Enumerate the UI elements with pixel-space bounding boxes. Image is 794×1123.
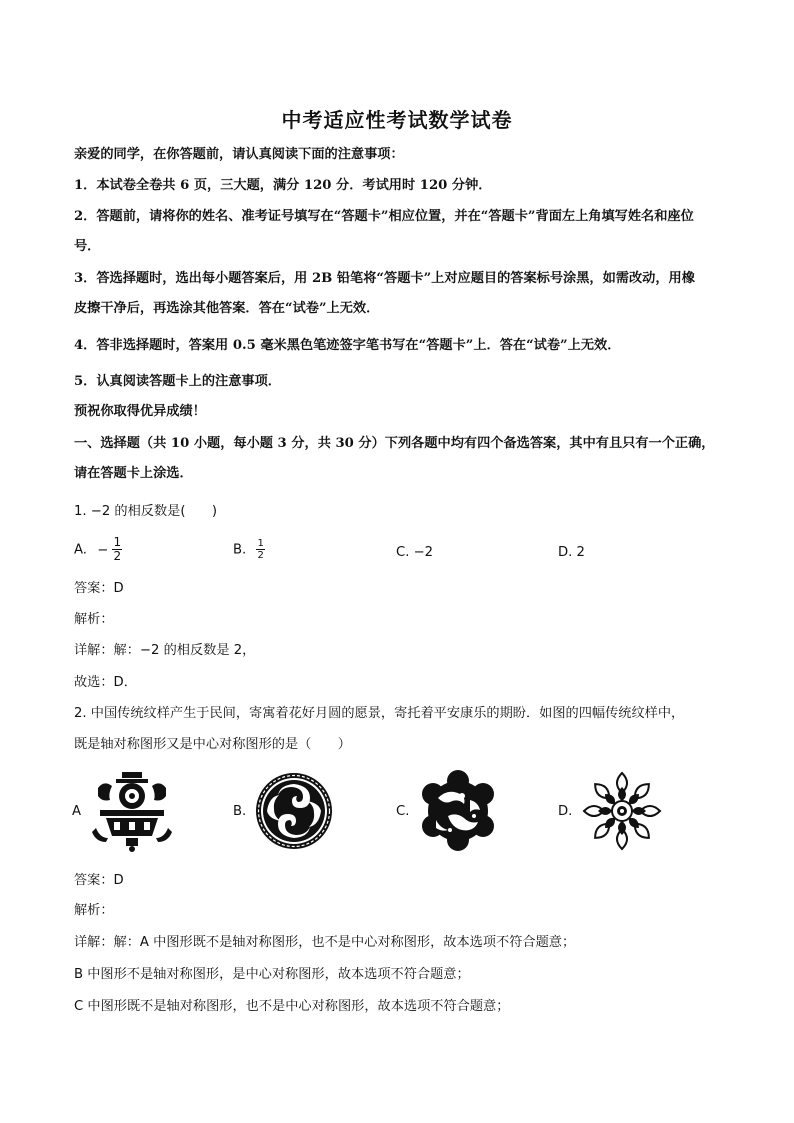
notice-wish: 预祝你取得优异成绩！ xyxy=(74,404,206,419)
q1-conclusion: 故选：D． xyxy=(74,675,137,690)
q1-option-a-label: A. xyxy=(74,542,87,558)
q1-stem: 1. −2 的相反数是( ) xyxy=(74,504,218,519)
notice-item-2a: 2．答题前，请将你的姓名、准考证号填写在“答题卡”相应位置，并在“答题卡”背面左上角填写姓名和座位 xyxy=(74,209,694,224)
q1-option-a-fraction xyxy=(112,536,122,563)
q1-option-b xyxy=(233,538,265,561)
q2-figure-b-pattern xyxy=(254,770,334,852)
q2-figure-c-label: C. xyxy=(396,804,410,819)
q1-option-c: C. −2 xyxy=(396,545,434,560)
notice-item-3b: 皮擦干净后，再选涂其他答案．答在“试卷”上无效． xyxy=(74,301,380,316)
section-1-heading-cont: 请在答题卡上涂选． xyxy=(74,466,193,481)
q2-figure-a-pattern xyxy=(92,770,172,852)
q2-figure-a-label: A xyxy=(72,804,82,819)
notice-item-3a: 3．答选择题时，选出每小题答案后，用 2B 铅笔将“答题卡”上对应题目的答案标号涂黑，如需改动，用橡 xyxy=(74,271,695,286)
q1-option-d: D. 2 xyxy=(558,545,585,560)
q2-analysis: 解析： xyxy=(74,903,114,918)
q1-option-b-denominator: 2 xyxy=(257,550,264,561)
q2-figure-c-pattern xyxy=(418,770,498,852)
q2-detail-1: 详解：解：A 中图形既不是轴对称图形，也不是中心对称图形，故本选项不符合题意； xyxy=(74,935,576,950)
notice-item-1: 1．本试卷全卷共 6 页，三大题，满分 120 分．考试用时 120 分钟． xyxy=(74,178,492,193)
q2-detail-3: C 中图形既不是轴对称图形，也不是中心对称图形，故本选项不符合题意； xyxy=(74,999,510,1014)
q2-figure-b-label: B. xyxy=(233,804,247,819)
notice-greeting: 亲爱的同学，在你答题前，请认真阅读下面的注意事项： xyxy=(74,147,404,162)
q1-detail: 详解：解：−2 的相反数是 2， xyxy=(74,643,256,658)
q1-option-b-fraction xyxy=(256,538,264,561)
q2-figure-d-pattern xyxy=(582,770,662,852)
q1-option-a-denominator: 2 xyxy=(113,549,122,563)
page-title: 中考适应性考试数学试卷 xyxy=(281,108,513,132)
q1-option-a-sign: − xyxy=(97,542,109,558)
notice-item-2b: 号． xyxy=(74,239,101,254)
q2-figure-d-label: D. xyxy=(558,804,573,819)
q2-stem-line-1: 2. 中国传统纹样产生于民间，寄寓着花好月圆的愿景，寄托着平安康乐的期盼．如图的四幅传统纹样中， xyxy=(74,706,685,721)
q2-stem-line-2: 既是轴对称图形又是中心对称图形的是（ ） xyxy=(74,737,351,752)
notice-item-5: 5．认真阅读答题卡上的注意事项． xyxy=(74,374,281,389)
notice-item-4: 4．答非选择题时，答案用 0.5 毫米黑色笔迹签字笔书写在“答题卡”上．答在“试卷”上无效． xyxy=(74,338,621,353)
q1-answer: 答案：D xyxy=(74,581,124,596)
q1-option-a-numerator: 1 xyxy=(113,535,122,549)
q1-option-b-label: B. xyxy=(233,542,247,558)
section-1-heading: 一、选择题（共 10 小题，每小题 3 分，共 30 分）下列各题中均有四个备选答案，其中有且只有一个正确， xyxy=(74,436,715,451)
q1-option-b-numerator: 1 xyxy=(257,538,264,549)
q1-option-a xyxy=(74,536,122,563)
q2-answer: 答案：D xyxy=(74,873,124,888)
q1-analysis: 解析： xyxy=(74,612,114,627)
q2-detail-2: B 中图形不是轴对称图形，是中心对称图形，故本选项不符合题意； xyxy=(74,967,470,982)
